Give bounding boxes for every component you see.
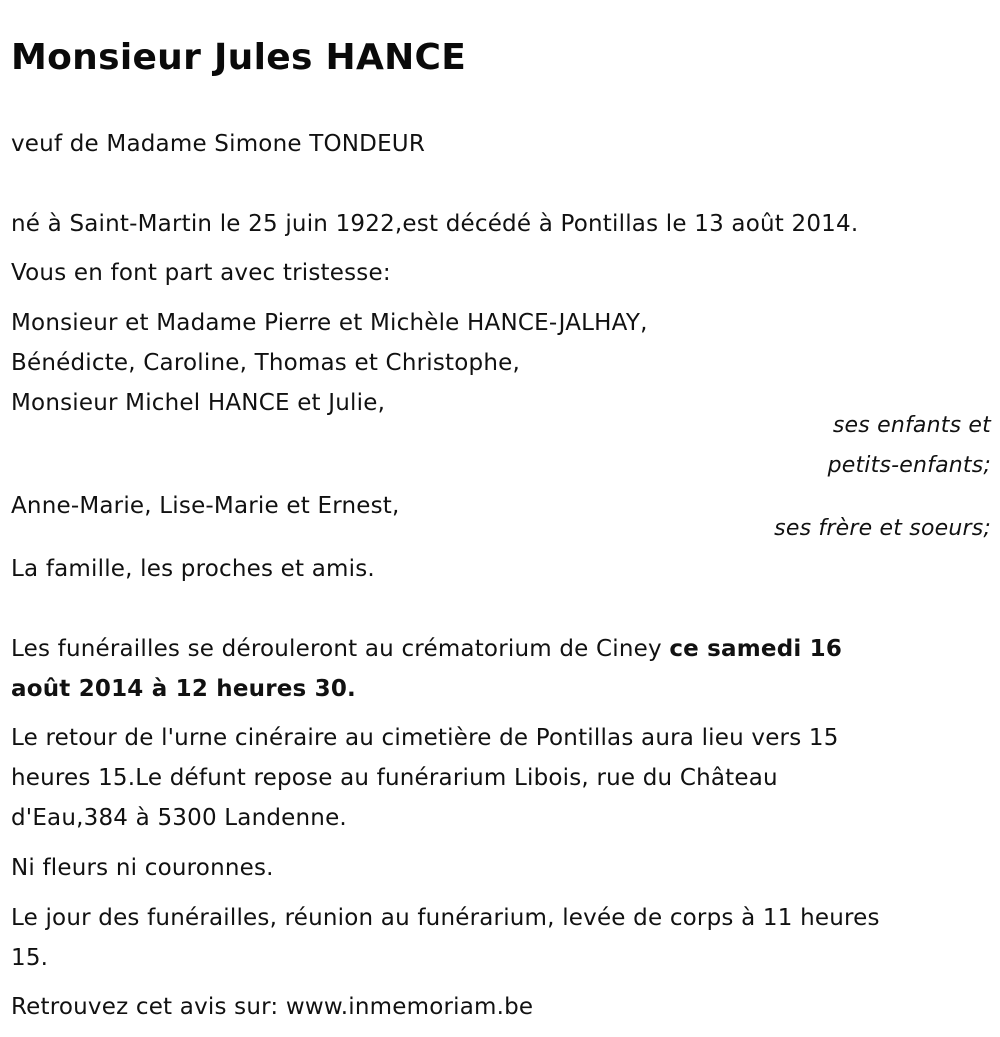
family-line-2: Bénédicte, Caroline, Thomas et Christophe, [11,350,520,376]
others-line: La famille, les proches et amis. [11,556,375,582]
funeral-line-2 [11,675,356,703]
announcement-line: Vous en font part avec tristesse: [11,260,391,286]
widow-line: veuf de Madame Simone TONDEUR [11,131,426,157]
family-line-3: Monsieur Michel HANCE et Julie, [11,390,386,416]
funeral-line-1 [11,635,842,663]
no-flowers-line: Ni fleurs ni couronnes. [11,855,274,881]
urn-line-2: heures 15.Le défunt repose au funérarium Libois, rue du Château [11,765,778,791]
urn-line-1: Le retour de l'urne cinéraire au cimetière de Pontillas aura lieu vers 15 [11,725,839,751]
birth-death-line: né à Saint-Martin le 25 juin 1922,est décédé à Pontillas le 13 août 2014. [11,211,859,237]
family-line-1: Monsieur et Madame Pierre et Michèle HANCE-JALHAY, [11,310,648,336]
funeral-date-part2: août 2014 à 12 heures 30. [11,676,356,702]
footer-line: Retrouvez cet avis sur: www.inmemoriam.be [11,994,534,1020]
obituary-notice [11,0,991,1037]
siblings-line: Anne-Marie, Lise-Marie et Ernest, [11,493,400,519]
role-siblings: ses frère et soeurs; [774,516,991,541]
role-children-1: ses enfants et [832,413,991,438]
reunion-line-2: 15. [11,945,49,971]
urn-line-3: d'Eau,384 à 5300 Landenne. [11,805,347,831]
funeral-intro: Les funérailles se dérouleront au crématorium de Ciney [11,636,670,662]
funeral-date-part1: ce samedi 16 [669,636,843,662]
deceased-name-title: Monsieur Jules HANCE [11,37,467,78]
reunion-line-1: Le jour des funérailles, réunion au funérarium, levée de corps à 11 heures [11,905,880,931]
role-children-2: petits-enfants; [827,453,991,478]
